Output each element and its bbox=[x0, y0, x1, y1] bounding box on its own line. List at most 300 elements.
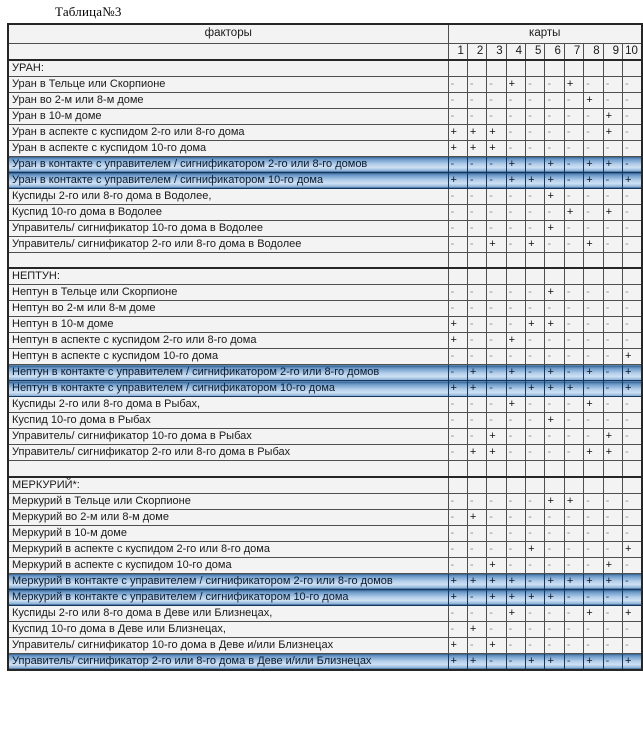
minus-mark: - bbox=[586, 382, 590, 394]
minus-mark-cell bbox=[545, 204, 564, 220]
minus-mark-cell bbox=[487, 333, 506, 349]
minus-mark-cell bbox=[487, 509, 506, 525]
plus-mark-cell bbox=[506, 365, 525, 381]
minus-mark-cell bbox=[467, 220, 486, 236]
plus-mark-cell bbox=[487, 573, 506, 589]
minus-mark: - bbox=[547, 141, 552, 154]
minus-mark-cell bbox=[603, 349, 622, 365]
minus-mark-cell bbox=[564, 285, 583, 301]
minus-mark-cell bbox=[584, 493, 603, 509]
plus-mark: + bbox=[469, 125, 477, 138]
minus-mark-cell bbox=[448, 236, 467, 252]
factors-column-header: факторы bbox=[8, 24, 448, 43]
plus-mark-cell bbox=[584, 172, 603, 188]
minus-mark-cell bbox=[526, 525, 545, 541]
minus-mark-cell bbox=[584, 413, 603, 429]
factor-row bbox=[8, 637, 642, 653]
minus-mark-cell bbox=[467, 541, 486, 557]
plus-mark: + bbox=[469, 622, 477, 635]
minus-mark-cell bbox=[623, 188, 642, 204]
plus-mark: + bbox=[547, 318, 554, 330]
plus-mark: + bbox=[469, 366, 477, 378]
minus-mark-cell bbox=[487, 541, 506, 557]
plus-mark: + bbox=[547, 574, 554, 587]
minus-mark: - bbox=[547, 334, 552, 346]
empty-cell bbox=[467, 252, 486, 268]
plus-mark-cell bbox=[487, 236, 506, 252]
plus-mark: + bbox=[625, 350, 632, 362]
plus-mark-cell bbox=[526, 172, 545, 188]
plus-mark-cell bbox=[506, 397, 525, 413]
minus-mark-cell bbox=[564, 140, 583, 156]
empty-cell bbox=[623, 268, 642, 285]
factor-label: Управитель/ сигнификатор 2-го или 8-го дома в Деве и/или Близнецах bbox=[8, 653, 448, 670]
factor-label: Нептун во 2-м или 8-м доме bbox=[8, 301, 448, 317]
plus-mark: + bbox=[566, 574, 574, 587]
minus-mark: - bbox=[566, 606, 571, 619]
minus-mark-cell bbox=[506, 381, 525, 397]
minus-mark-cell bbox=[564, 509, 583, 525]
minus-mark: - bbox=[625, 398, 629, 410]
plus-mark: + bbox=[489, 430, 496, 442]
factor-label: Уран в аспекте с куспидом 10-го дома bbox=[8, 140, 448, 156]
minus-mark: - bbox=[508, 382, 513, 394]
factor-label: Нептун в аспекте с куспидом 10-го дома bbox=[8, 349, 448, 365]
minus-mark: - bbox=[566, 157, 571, 170]
plus-mark-cell bbox=[448, 381, 467, 397]
minus-mark: - bbox=[489, 510, 493, 523]
minus-mark-cell bbox=[506, 285, 525, 301]
empty-cell bbox=[506, 268, 525, 285]
minus-mark: - bbox=[566, 173, 571, 186]
empty-cell bbox=[545, 461, 564, 477]
minus-mark-cell bbox=[467, 605, 486, 621]
minus-mark-cell bbox=[603, 605, 622, 621]
minus-mark-cell bbox=[487, 317, 506, 333]
minus-mark: - bbox=[625, 414, 629, 426]
minus-mark: - bbox=[528, 157, 532, 170]
minus-mark: - bbox=[625, 77, 629, 90]
minus-mark: - bbox=[586, 526, 590, 539]
minus-mark-cell bbox=[487, 188, 506, 204]
empty-cell bbox=[448, 477, 467, 494]
minus-mark: - bbox=[547, 77, 552, 90]
minus-mark: - bbox=[605, 510, 610, 523]
plus-mark: + bbox=[450, 638, 457, 651]
minus-mark-cell bbox=[448, 76, 467, 92]
minus-mark: - bbox=[469, 318, 474, 330]
minus-mark-cell bbox=[623, 429, 642, 445]
empty-cell bbox=[467, 461, 486, 477]
plus-mark: + bbox=[586, 398, 593, 410]
minus-mark: - bbox=[605, 606, 610, 619]
section-title: УРАН: bbox=[8, 60, 448, 77]
empty-cell bbox=[467, 60, 486, 77]
minus-mark: - bbox=[450, 93, 455, 106]
plus-mark: + bbox=[566, 494, 574, 507]
minus-mark-cell bbox=[603, 301, 622, 317]
minus-mark-cell bbox=[623, 220, 642, 236]
plus-mark: + bbox=[508, 173, 516, 186]
minus-mark-cell bbox=[623, 92, 642, 108]
minus-mark-cell bbox=[545, 637, 564, 653]
minus-mark: - bbox=[566, 286, 571, 298]
minus-mark: - bbox=[450, 221, 455, 234]
minus-mark-cell bbox=[564, 349, 583, 365]
card-number-header: 6 bbox=[545, 43, 564, 60]
minus-mark-cell bbox=[564, 653, 583, 670]
minus-mark-cell bbox=[487, 108, 506, 124]
empty-cell bbox=[506, 461, 525, 477]
minus-mark-cell bbox=[506, 557, 525, 573]
minus-mark: - bbox=[469, 494, 474, 507]
minus-mark: - bbox=[469, 286, 474, 298]
minus-mark-cell bbox=[623, 124, 642, 140]
minus-mark-cell bbox=[487, 285, 506, 301]
empty-cell bbox=[506, 477, 525, 494]
plus-mark: + bbox=[450, 590, 457, 603]
table-header-row bbox=[8, 24, 642, 43]
minus-mark-cell bbox=[487, 204, 506, 220]
minus-mark-cell bbox=[603, 285, 622, 301]
minus-mark-cell bbox=[545, 525, 564, 541]
minus-mark: - bbox=[625, 125, 629, 138]
minus-mark: - bbox=[489, 654, 493, 667]
factor-label: Нептун в аспекте с куспидом 2-го или 8-го дома bbox=[8, 333, 448, 349]
plus-mark-cell bbox=[526, 589, 545, 605]
factor-label: Управитель/ сигнификатор 10-го дома в Деве и/или Близнецах bbox=[8, 637, 448, 653]
minus-mark: - bbox=[605, 526, 610, 539]
factor-label: Куспид 10-го дома в Деве или Близнецах, bbox=[8, 621, 448, 637]
empty-cell bbox=[545, 60, 564, 77]
card-number-header: 3 bbox=[487, 43, 506, 60]
minus-mark: - bbox=[586, 414, 590, 426]
plus-mark-cell bbox=[448, 140, 467, 156]
minus-mark: - bbox=[586, 302, 590, 314]
plus-mark-cell bbox=[506, 156, 525, 172]
plus-mark: + bbox=[586, 574, 593, 587]
minus-mark-cell bbox=[623, 621, 642, 637]
plus-mark: + bbox=[489, 446, 496, 458]
minus-mark-cell bbox=[467, 413, 486, 429]
minus-mark: - bbox=[489, 606, 493, 619]
minus-mark: - bbox=[489, 334, 493, 346]
empty-cell bbox=[623, 461, 642, 477]
minus-mark-cell bbox=[545, 397, 564, 413]
factor-row bbox=[8, 317, 642, 333]
plus-mark: + bbox=[605, 430, 613, 442]
minus-mark-cell bbox=[584, 525, 603, 541]
minus-mark-cell bbox=[448, 92, 467, 108]
minus-mark: - bbox=[547, 430, 552, 442]
minus-mark: - bbox=[586, 125, 590, 138]
empty-cell bbox=[623, 60, 642, 77]
minus-mark: - bbox=[605, 398, 610, 410]
plus-mark: + bbox=[605, 109, 613, 122]
plus-mark: + bbox=[528, 382, 535, 394]
minus-mark: - bbox=[469, 542, 474, 555]
empty-cell bbox=[448, 252, 467, 268]
plus-mark: + bbox=[508, 398, 516, 410]
minus-mark-cell bbox=[603, 381, 622, 397]
empty-cell bbox=[564, 268, 583, 285]
factor-label: Управитель/ сигнификатор 10-го дома в Водолее bbox=[8, 220, 448, 236]
minus-mark-cell bbox=[584, 557, 603, 573]
plus-mark-cell bbox=[545, 573, 564, 589]
minus-mark-cell bbox=[467, 349, 486, 365]
plus-mark: + bbox=[450, 318, 457, 330]
minus-mark-cell bbox=[623, 557, 642, 573]
plus-mark-cell bbox=[448, 317, 467, 333]
plus-mark-cell bbox=[448, 333, 467, 349]
minus-mark-cell bbox=[603, 621, 622, 637]
minus-mark: - bbox=[547, 510, 552, 523]
minus-mark: - bbox=[586, 350, 590, 362]
minus-mark-cell bbox=[526, 429, 545, 445]
minus-mark-cell bbox=[584, 285, 603, 301]
plus-mark: + bbox=[625, 173, 632, 186]
minus-mark: - bbox=[566, 526, 571, 539]
factor-row bbox=[8, 589, 642, 605]
minus-mark-cell bbox=[584, 301, 603, 317]
plus-mark-cell bbox=[487, 637, 506, 653]
minus-mark-cell bbox=[623, 333, 642, 349]
plus-mark: + bbox=[547, 221, 554, 234]
minus-mark: - bbox=[469, 398, 474, 410]
plus-mark-cell bbox=[526, 381, 545, 397]
minus-mark: - bbox=[528, 638, 532, 651]
card-number-header: 10 bbox=[623, 43, 642, 60]
minus-mark-cell bbox=[564, 92, 583, 108]
minus-mark: - bbox=[566, 189, 571, 202]
minus-mark: - bbox=[469, 526, 474, 539]
minus-mark: - bbox=[508, 526, 513, 539]
plus-mark: + bbox=[547, 189, 554, 202]
minus-mark: - bbox=[528, 350, 532, 362]
minus-mark-cell bbox=[584, 140, 603, 156]
plus-mark-cell bbox=[623, 653, 642, 670]
minus-mark: - bbox=[625, 334, 629, 346]
plus-mark: + bbox=[528, 318, 535, 330]
minus-mark-cell bbox=[526, 573, 545, 589]
minus-mark: - bbox=[625, 622, 629, 635]
plus-mark: + bbox=[547, 654, 554, 667]
plus-mark-cell bbox=[603, 156, 622, 172]
plus-mark-cell bbox=[487, 429, 506, 445]
minus-mark: - bbox=[508, 654, 513, 667]
minus-mark: - bbox=[489, 414, 493, 426]
plus-mark: + bbox=[547, 414, 554, 426]
plus-mark-cell bbox=[584, 653, 603, 670]
empty-cell bbox=[487, 252, 506, 268]
empty-cell bbox=[603, 268, 622, 285]
minus-mark: - bbox=[625, 510, 629, 523]
plus-mark-cell bbox=[467, 381, 486, 397]
minus-mark: - bbox=[605, 77, 610, 90]
minus-mark-cell bbox=[584, 204, 603, 220]
minus-mark: - bbox=[450, 237, 455, 250]
minus-mark-cell bbox=[564, 365, 583, 381]
plus-mark: + bbox=[586, 366, 593, 378]
minus-mark-cell bbox=[526, 333, 545, 349]
minus-mark-cell bbox=[603, 397, 622, 413]
minus-mark: - bbox=[586, 318, 590, 330]
minus-mark-cell bbox=[603, 76, 622, 92]
minus-mark: - bbox=[528, 622, 532, 635]
minus-mark: - bbox=[489, 382, 493, 394]
plus-mark-cell bbox=[623, 541, 642, 557]
minus-mark-cell bbox=[467, 317, 486, 333]
minus-mark-cell bbox=[564, 108, 583, 124]
minus-mark: - bbox=[489, 526, 493, 539]
plus-mark-cell bbox=[564, 493, 583, 509]
minus-mark-cell bbox=[526, 365, 545, 381]
empty-cell bbox=[584, 252, 603, 268]
plus-mark-cell bbox=[506, 605, 525, 621]
minus-mark-cell bbox=[623, 445, 642, 461]
minus-mark-cell bbox=[448, 493, 467, 509]
minus-mark-cell bbox=[603, 637, 622, 653]
minus-mark: - bbox=[547, 109, 552, 122]
minus-mark-cell bbox=[526, 124, 545, 140]
plus-mark: + bbox=[547, 382, 554, 394]
factor-label: Меркурий в контакте с управителем / сигнификатором 10-го дома bbox=[8, 589, 448, 605]
plus-mark-cell bbox=[545, 413, 564, 429]
plus-mark-cell bbox=[506, 573, 525, 589]
minus-mark-cell bbox=[564, 220, 583, 236]
minus-mark-cell bbox=[623, 108, 642, 124]
plus-mark: + bbox=[450, 574, 457, 587]
plus-mark: + bbox=[450, 382, 457, 394]
plus-mark: + bbox=[547, 366, 554, 378]
minus-mark: - bbox=[625, 221, 629, 234]
minus-mark-cell bbox=[603, 525, 622, 541]
factor-row bbox=[8, 621, 642, 637]
minus-mark: - bbox=[586, 141, 590, 154]
plus-mark: + bbox=[586, 157, 593, 170]
minus-mark-cell bbox=[564, 557, 583, 573]
plus-mark-cell bbox=[623, 172, 642, 188]
plus-mark-cell bbox=[487, 140, 506, 156]
minus-mark-cell bbox=[467, 92, 486, 108]
minus-mark: - bbox=[508, 125, 513, 138]
empty-header-cell bbox=[8, 43, 448, 60]
empty-cell bbox=[526, 461, 545, 477]
empty-cell bbox=[584, 477, 603, 494]
minus-mark: - bbox=[469, 237, 474, 250]
empty-cell bbox=[584, 461, 603, 477]
minus-mark-cell bbox=[506, 188, 525, 204]
empty-cell bbox=[564, 461, 583, 477]
factor-row bbox=[8, 365, 642, 381]
minus-mark: - bbox=[528, 574, 532, 587]
minus-mark: - bbox=[508, 205, 513, 218]
minus-mark: - bbox=[566, 350, 571, 362]
factor-label: Управитель/ сигнификатор 2-го или 8-го дома в Водолее bbox=[8, 236, 448, 252]
minus-mark-cell bbox=[506, 413, 525, 429]
minus-mark: - bbox=[625, 526, 629, 539]
minus-mark-cell bbox=[564, 397, 583, 413]
minus-mark: - bbox=[625, 638, 629, 651]
minus-mark: - bbox=[605, 654, 610, 667]
plus-mark-cell bbox=[545, 589, 564, 605]
minus-mark-cell bbox=[545, 557, 564, 573]
minus-mark: - bbox=[547, 622, 552, 635]
minus-mark-cell bbox=[545, 445, 564, 461]
plus-mark-cell bbox=[526, 541, 545, 557]
plus-mark: + bbox=[489, 141, 496, 154]
minus-mark-cell bbox=[623, 140, 642, 156]
minus-mark: - bbox=[566, 430, 571, 442]
factor-row bbox=[8, 172, 642, 188]
minus-mark: - bbox=[605, 93, 610, 106]
minus-mark-cell bbox=[623, 76, 642, 92]
minus-mark-cell bbox=[623, 573, 642, 589]
minus-mark-cell bbox=[506, 140, 525, 156]
plus-mark: + bbox=[625, 382, 632, 394]
plus-mark: + bbox=[489, 558, 496, 571]
minus-mark-cell bbox=[623, 317, 642, 333]
minus-mark: - bbox=[566, 334, 571, 346]
factor-row bbox=[8, 108, 642, 124]
minus-mark: - bbox=[489, 494, 493, 507]
empty-cell bbox=[564, 252, 583, 268]
minus-mark: - bbox=[469, 205, 474, 218]
minus-mark: - bbox=[469, 77, 474, 90]
section-title: МЕРКУРИЙ*: bbox=[8, 477, 448, 494]
minus-mark: - bbox=[469, 638, 474, 651]
minus-mark-cell bbox=[564, 236, 583, 252]
minus-mark: - bbox=[605, 173, 610, 186]
minus-mark: - bbox=[450, 558, 455, 571]
minus-mark: - bbox=[586, 510, 590, 523]
minus-mark-cell bbox=[448, 445, 467, 461]
minus-mark-cell bbox=[564, 541, 583, 557]
minus-mark-cell bbox=[584, 124, 603, 140]
minus-mark-cell bbox=[526, 605, 545, 621]
minus-mark-cell bbox=[506, 220, 525, 236]
empty-cell bbox=[526, 252, 545, 268]
minus-mark: - bbox=[469, 221, 474, 234]
minus-mark: - bbox=[450, 606, 455, 619]
minus-mark-cell bbox=[487, 493, 506, 509]
minus-mark: - bbox=[489, 189, 493, 202]
factor-label: Куспиды 2-го или 8-го дома в Водолее, bbox=[8, 188, 448, 204]
card-number-header: 9 bbox=[603, 43, 622, 60]
empty-cell bbox=[448, 461, 467, 477]
page bbox=[0, 4, 643, 671]
section-header-row bbox=[8, 477, 642, 494]
minus-mark: - bbox=[566, 366, 571, 378]
plus-mark-cell bbox=[467, 365, 486, 381]
factor-row bbox=[8, 573, 642, 589]
plus-mark-cell bbox=[545, 172, 564, 188]
empty-cell bbox=[545, 477, 564, 494]
plus-mark: + bbox=[586, 173, 593, 186]
empty-cell bbox=[487, 461, 506, 477]
minus-mark-cell bbox=[623, 413, 642, 429]
empty-cell bbox=[467, 268, 486, 285]
minus-mark-cell bbox=[564, 172, 583, 188]
minus-mark-cell bbox=[506, 621, 525, 637]
plus-mark: + bbox=[528, 654, 535, 667]
empty-cell bbox=[526, 60, 545, 77]
minus-mark-cell bbox=[623, 493, 642, 509]
minus-mark-cell bbox=[584, 333, 603, 349]
minus-mark-cell bbox=[545, 108, 564, 124]
plus-mark-cell bbox=[506, 589, 525, 605]
minus-mark: - bbox=[508, 141, 513, 154]
